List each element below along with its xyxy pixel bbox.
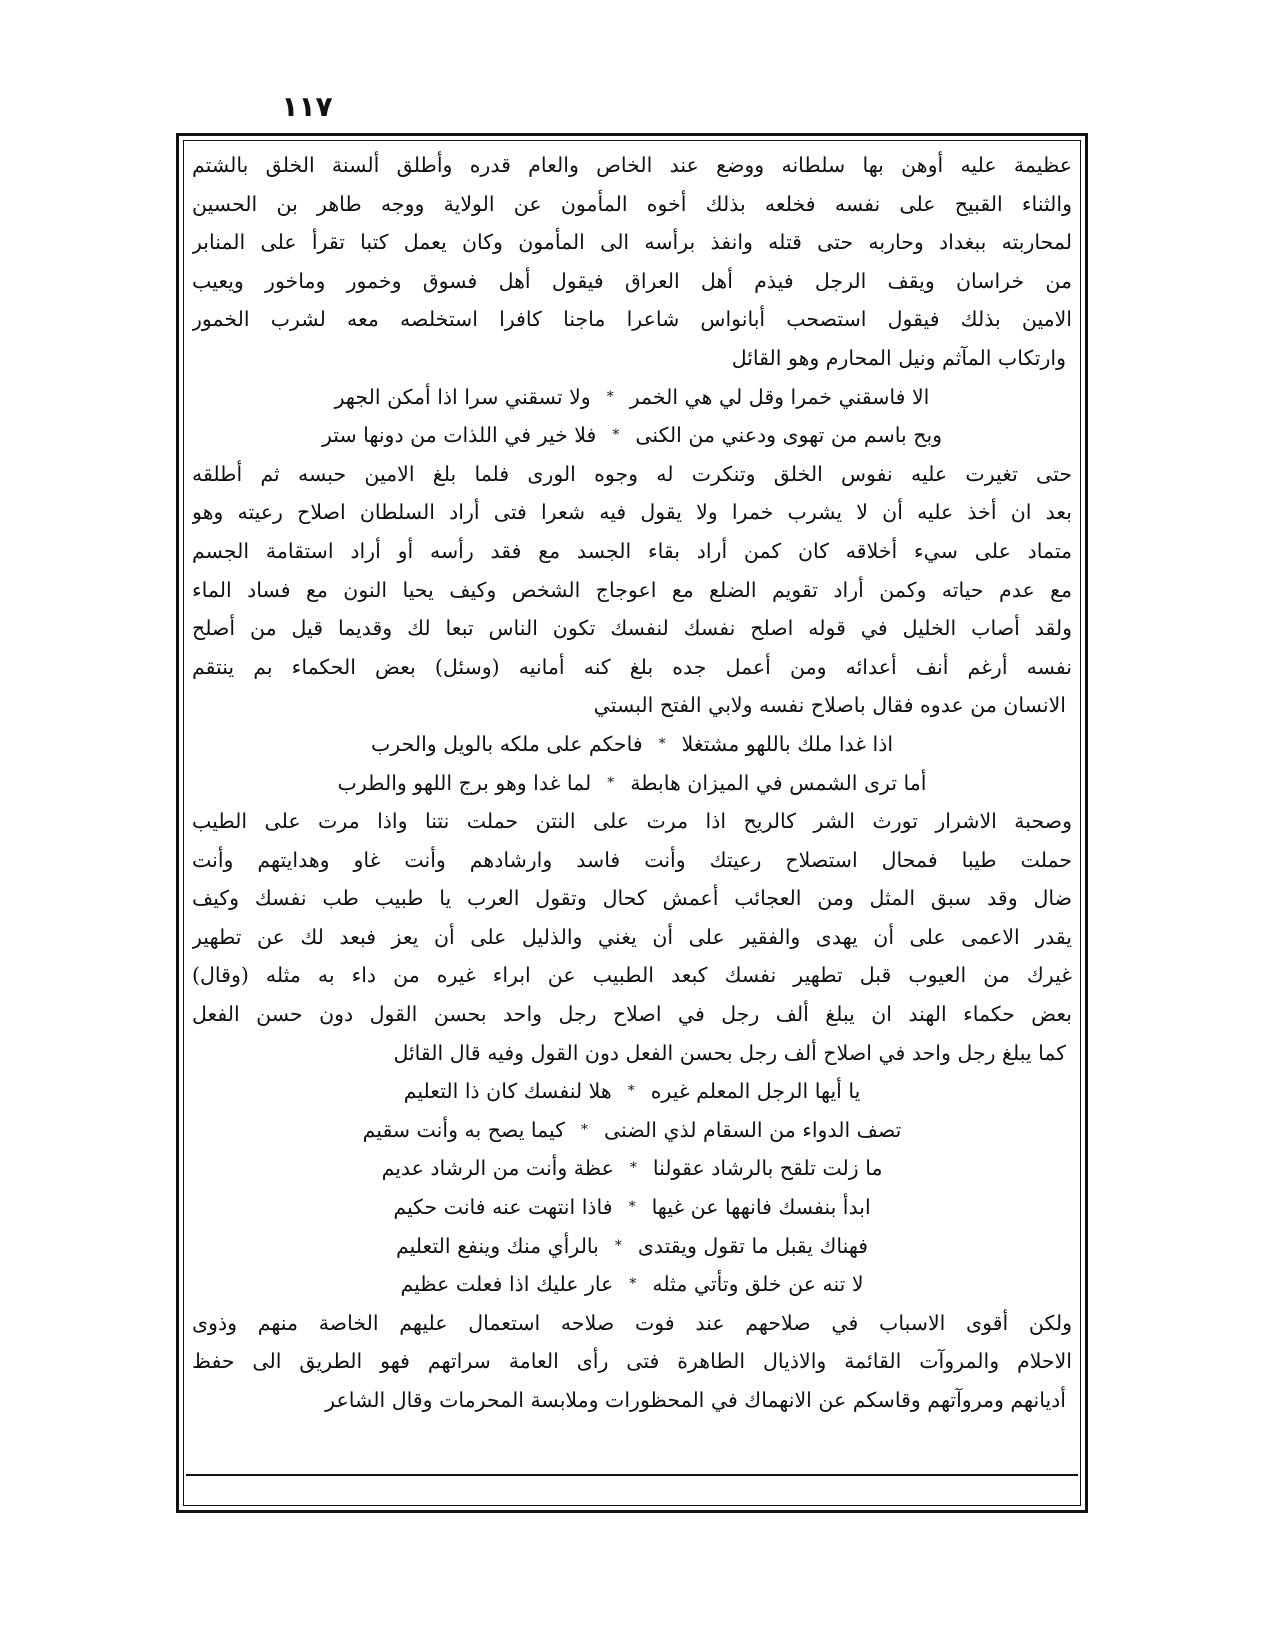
- page-number: ١١٧: [281, 90, 333, 123]
- text-line: ضال وقد سبق المثل ومن العجائب أعمش كحال وتقول العرب يا طبيب طب نفسك وكيف: [192, 886, 1072, 911]
- verse-separator-star: *: [629, 1160, 637, 1177]
- text-line: نفسه أرغم أنف أعدائه ومن أعمل جده بلغ كنه أمانيه (وسئل) بعض الحكماء بم ينتقم: [192, 654, 1072, 679]
- text-line: حتى تغيرت عليه نفوس الخلق وتنكرت له وجوه الورى فلما بلغ الامين حبسه ثم أطلقه: [192, 461, 1072, 486]
- verse-line: [192, 1149, 1072, 1188]
- text-line: لمحاربته ببغداد وحاربه حتى قتله وانفذ برأسه الى المأمون وكان يعمل كتبا تقرأ على المنابر: [192, 230, 1072, 255]
- verse-hemistich-second: هلا لنفسك كان ذا التعليم: [403, 1079, 612, 1104]
- verse-line: [192, 378, 1072, 417]
- verse-hemistich-first: ابدأ بنفسك فانهها عن غيها: [651, 1195, 871, 1220]
- text-line: عظيمة عليه أوهن بها سلطانه ووضع عند الخاص والعام قدره وأطلق ألسنة الخلق بالشتم: [192, 153, 1072, 177]
- text-line: متماد على سيء أخلاقه كان كمن أراد بقاء الجسد مع فقد رأسه أو أراد استقامة الجسم: [192, 538, 1072, 563]
- verse-line: [192, 416, 1072, 455]
- verse-hemistich-first: أما ترى الشمس في الميزان هابطة: [630, 770, 927, 795]
- text-line: يقدر الاعمى على أن يهدى والفقير على أن يغني والذليل على أن يعز فبعد لك عن تطهير: [192, 924, 1072, 949]
- text-line: بعد ان أخذ عليه أن لا يشرب خمرا ولا يقول فيه شعرا فتى أراد السلطان اصلاح رعيته وهو: [192, 500, 1072, 525]
- verse-hemistich-first: فهناك يقبل ما تقول ويقتدى: [637, 1233, 869, 1258]
- verse-line: [192, 1227, 1072, 1266]
- verse-hemistich-second: عظة وأنت من الرشاد عديم: [381, 1156, 614, 1181]
- text-line: الاحلام والمروآت القائمة والاذيال الطاهرة فتى رأى العامة سراتهم فهو الطريق الى حفظ: [192, 1349, 1072, 1374]
- verse-hemistich-second: ولا تسقني سرا اذا أمكن الجهر: [334, 384, 591, 409]
- verse-line: [192, 1265, 1072, 1304]
- page-text: [192, 146, 1072, 1420]
- verse-separator-star: *: [629, 1276, 637, 1293]
- verse-separator-star: *: [612, 427, 620, 444]
- text-line: بعض حكماء الهند ان يبلغ ألف رجل في اصلاح رجل واحد بحسن القول دون حسن الفعل: [192, 1002, 1072, 1027]
- verse-hemistich-second: كيما يصح به وأنت سقيم: [362, 1117, 565, 1142]
- text-line: والثناء القبيح على نفسه فخلعه بذلك أخوه المأمون عن الولاية ووجه طاهر بن الحسين: [192, 191, 1072, 216]
- verse-hemistich-second: بالرأي منك وينفع التعليم: [395, 1233, 599, 1258]
- verse-separator-star: *: [627, 1083, 635, 1100]
- verse-hemistich-first: يا أيها الرجل المعلم غيره: [650, 1079, 861, 1104]
- verse-separator-star: *: [606, 388, 614, 405]
- verse-separator-star: *: [580, 1121, 588, 1138]
- verse-hemistich-first: اذا غدا ملك باللهو مشتغلا: [681, 731, 894, 756]
- text-line: الامين بذلك فيقول استصحب أبانواس شاعرا ماجنا كافرا استخلصه معه لشرب الخمور: [192, 307, 1072, 332]
- verse-hemistich-second: عار عليك اذا فعلت عظيم: [400, 1272, 614, 1297]
- verse-hemistich-first: لا تنه عن خلق وتأتي مثله: [652, 1272, 864, 1297]
- verse-separator-star: *: [607, 774, 615, 791]
- text-line: مع عدم حياته وكمن أراد تقويم الضلع مع اعوجاج الشخص وكيف يحيا النون مع فساد الماء: [192, 577, 1072, 602]
- text-line: الانسان من عدوه فقال باصلاح نفسه ولابي الفتح البستي: [593, 693, 1066, 718]
- verse-hemistich-second: فلا خير في اللذات من دونها ستر: [321, 423, 597, 448]
- verse-hemistich-second: لما غدا وهو برج اللهو والطرب: [337, 770, 592, 795]
- text-line: حملت طيبا فمحال استصلاح رعيتك وأنت فاسد وارشادهم وأنت غاو وهدايتهم وأنت: [192, 847, 1072, 872]
- verse-hemistich-second: فاحكم على ملكه بالويل والحرب: [370, 731, 643, 756]
- verse-separator-star: *: [614, 1237, 622, 1254]
- verse-line: [192, 1072, 1072, 1111]
- verse-separator-star: *: [658, 735, 666, 752]
- verse-line: [192, 764, 1072, 803]
- verse-line: [192, 725, 1072, 764]
- verse-hemistich-first: الا فاسقني خمرا وقل لي هي الخمر: [629, 384, 930, 409]
- text-line: ولكن أقوى الاسباب في صلاحهم عند فوت صلاحه استعمال عليهم الخاصة منهم وذوى: [192, 1310, 1072, 1335]
- verse-hemistich-first: وبح باسم من تهوى ودعني من الكنى: [635, 423, 943, 448]
- text-line: ولقد أصاب الخليل في قوله اصلح نفسك لنفسك تكون الناس تبعا لك وقديما قيل من أصلح: [192, 616, 1072, 641]
- text-line: وارتكاب المآثم ونيل المحارم وهو القائل: [731, 345, 1066, 370]
- verse-separator-star: *: [628, 1199, 636, 1216]
- verse-line: [192, 1188, 1072, 1227]
- verse-hemistich-second: فاذا انتهت عنه فانت حكيم: [393, 1195, 613, 1220]
- text-line: كما يبلغ رجل واحد في اصلاح ألف رجل بحسن الفعل دون القول وفيه قال القائل: [393, 1040, 1066, 1065]
- verse-hemistich-first: ما زلت تلقح بالرشاد عقولنا: [652, 1156, 883, 1181]
- text-line: وصحبة الاشرار تورث الشر كالريح اذا مرت على النتن حملت نتنا واذا مرت على الطيب: [192, 809, 1072, 834]
- verse-hemistich-first: تصف الدواء من السقام لذي الضنى: [603, 1117, 902, 1142]
- bottom-rule: [186, 1474, 1078, 1476]
- text-line: من خراسان ويقف الرجل فيذم أهل العراق فيقول أهل فسوق وخمور وماخور ويعيب: [192, 268, 1072, 293]
- text-line: غيرك من العيوب قبل تطهير نفسك كبعد الطبيب عن ابراء غيره من داء به مثله (وقال): [192, 963, 1072, 988]
- verse-line: [192, 1111, 1072, 1150]
- text-line: أديانهم ومروآتهم وقاسكم عن الانهماك في المحظورات وملابسة المحرمات وقال الشاعر: [325, 1388, 1066, 1412]
